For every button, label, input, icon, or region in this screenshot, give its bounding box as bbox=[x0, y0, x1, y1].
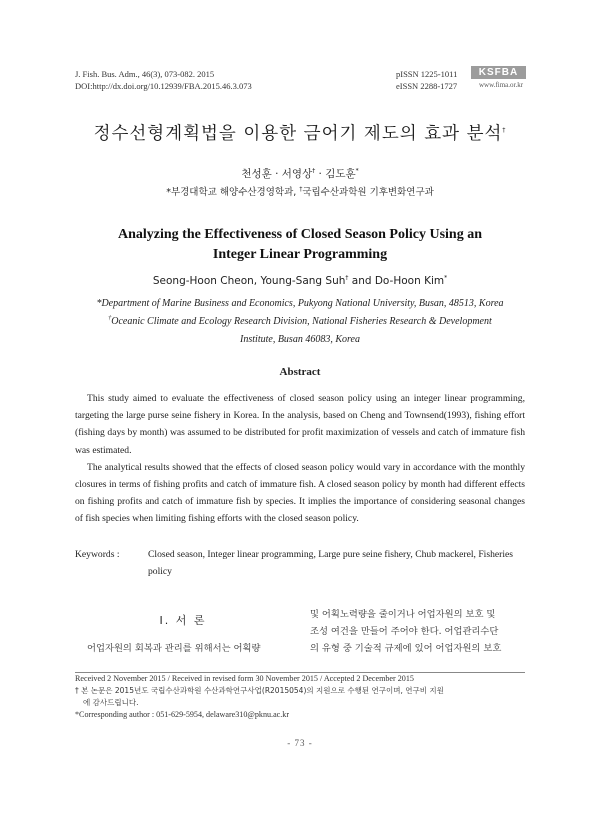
english-authors bbox=[0, 275, 600, 287]
author-3: 김도훈 bbox=[325, 168, 356, 180]
author-2-mark: † bbox=[312, 167, 316, 175]
logo-badge: KSFBA bbox=[471, 66, 526, 79]
received-dates: Received 2 November 2015 / Received in revised form 30 November 2015 / Accepted 2 December 2015 bbox=[75, 674, 414, 683]
body-right-column bbox=[310, 606, 526, 657]
english-affiliations bbox=[0, 295, 600, 349]
affiliation-2: 국립수산과학원 기후변화연구과 bbox=[302, 187, 434, 198]
author-separator: · bbox=[271, 168, 282, 180]
page-number: - 73 - bbox=[287, 738, 313, 748]
affiliation-2-mark: † bbox=[299, 185, 303, 193]
korean-affiliations bbox=[0, 184, 600, 198]
ksfba-logo bbox=[471, 66, 527, 92]
abstract-paragraph: This study aimed to evaluate the effectiveness of closed season policy using an integer linear programming, targeting the large purse seine fishery in Korea. In the analysis, based on Cheng and Townsend(1993), fishing effort (fishing days by month) was assumed to be distributed for profit maximization of vessels and catch of immature fish was estimated. bbox=[75, 393, 525, 456]
funding-note: † 본 논문은 2015년도 국립수산과학원 수산과학연구사업(R2015054)의 지원으로 수행된 연구이며, 연구비 지원 bbox=[75, 686, 444, 695]
body-left-column: 어업자원의 회복과 관리를 위해서는 어획량 bbox=[87, 643, 261, 654]
body-line: 의 유형 중 기술적 규제에 있어 어업자원의 보호 bbox=[310, 643, 502, 654]
korean-authors bbox=[0, 166, 600, 181]
author-mark: † bbox=[345, 274, 349, 282]
english-title-line: Analyzing the Effectiveness of Closed Season Policy Using an bbox=[118, 227, 482, 242]
english-affiliation-line: *Department of Marine Business and Economics, Pukyong National University, Busan, 48513, Korea bbox=[96, 298, 504, 309]
section-heading: Ⅰ. 서 론 bbox=[159, 614, 207, 627]
abstract-paragraph: The analytical results showed that the effects of closed season policy would vary in accordance with the monthly closures in terms of fishing profits and catch of immature fish. A closed season policy by month had different effects on fishing profits and catch of immature fish by species. It implies the importance of considering seasonal changes of fish species when limiting fishing efforts with the closed season policy. bbox=[75, 461, 525, 525]
footnotes bbox=[75, 673, 535, 721]
english-affiliation-line: Institute, Busan 46083, Korea bbox=[240, 334, 360, 345]
english-affiliation-line: Oceanic Climate and Ecology Research Division, National Fisheries Research & Development bbox=[111, 316, 492, 327]
eissn: eISSN 2288-1727 bbox=[396, 81, 458, 91]
korean-title bbox=[0, 120, 600, 145]
author-1: 천성훈 bbox=[241, 168, 272, 180]
body-line: 조성 여건을 만들어 주어야 한다. 어업관리수단 bbox=[310, 626, 499, 637]
journal-reference: J. Fish. Bus. Adm., 46(3), 073-082. 2015 bbox=[75, 69, 215, 79]
korean-title-text: 정수선형계획법을 이용한 금어기 제도의 효과 분석 bbox=[93, 124, 503, 144]
author-separator: · bbox=[315, 168, 326, 180]
doi-link[interactable]: DOI:http://dx.doi.org/10.12939/FBA.2015.46.3.073 bbox=[75, 81, 252, 91]
logo-site: www.fima.or.kr bbox=[479, 81, 524, 89]
keywords bbox=[75, 546, 525, 580]
journal-citation bbox=[75, 68, 252, 92]
keywords-text: Closed season, Integer linear programming, Large pure seine fishery, Chub mackerel, Fisheries policy bbox=[148, 549, 513, 577]
english-authors-part: Seong-Hoon Cheon, Young-Sang Suh bbox=[152, 275, 346, 287]
abstract-heading: Abstract bbox=[279, 366, 321, 378]
abstract-body bbox=[75, 390, 525, 528]
affiliation-1: *부경대학교 해양수산경영학과, bbox=[166, 187, 300, 198]
pissn: pISSN 1225-1011 bbox=[396, 69, 458, 79]
english-authors-part: and Do-Hoon Kim bbox=[348, 275, 445, 287]
issn-block bbox=[396, 68, 457, 92]
english-title bbox=[0, 225, 600, 265]
affiliation-mark: † bbox=[108, 315, 112, 322]
author-2: 서영상 bbox=[281, 168, 313, 180]
author-3-mark: * bbox=[355, 167, 359, 175]
english-title-line: Integer Linear Programming bbox=[212, 247, 388, 262]
author-mark: * bbox=[444, 274, 448, 282]
corresponding-author: *Corresponding author : 051-629-5954, delaware310@pknu.ac.kr bbox=[75, 710, 290, 719]
title-footnote-mark: † bbox=[502, 127, 507, 135]
funding-note-cont: 에 감사드립니다. bbox=[83, 698, 139, 707]
body-line: 및 어획노력량을 줄이거나 어업자원의 보호 및 bbox=[310, 609, 496, 620]
keywords-label: Keywords : bbox=[75, 549, 120, 560]
